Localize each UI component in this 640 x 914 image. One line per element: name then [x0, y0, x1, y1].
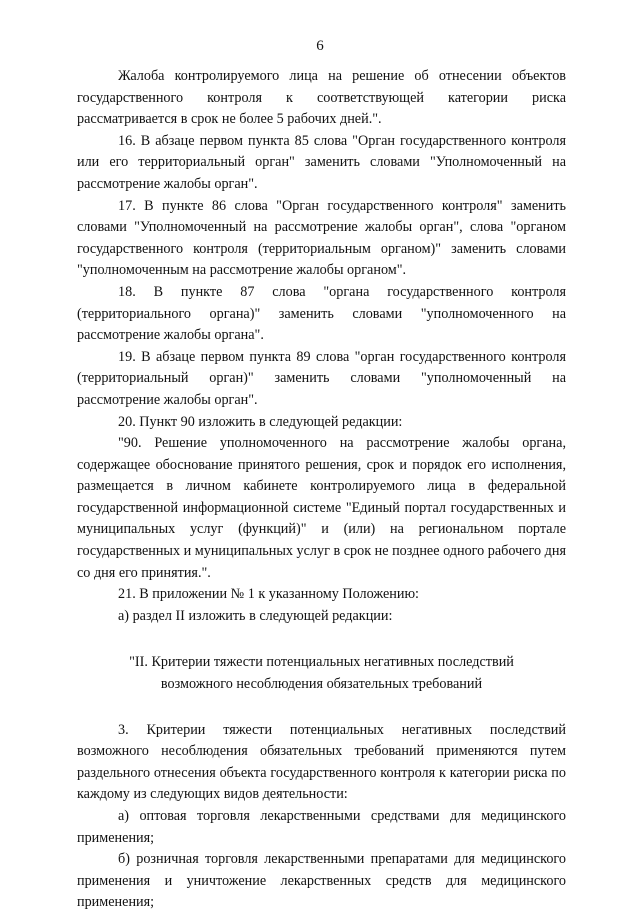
document-body — [77, 66, 566, 914]
section-heading-line1: "II. Критерии тяжести потенциальных негативных последствий — [129, 654, 514, 671]
paragraph-subitem-a-section: а) раздел II изложить в следующей редакции: — [118, 607, 393, 624]
paragraph-item-18: 18. В пункте 87 слова "органа государственного контроля (территориального органа)" заменить словами "уполномоченного на рассмотрение жалобы органа". — [77, 283, 566, 344]
paragraph-complaint-term: Жалоба контролируемого лица на решение об отнесении объектов государственного контроля к соответствующей категории риска рассматривается в срок не более 5 рабочих дней.". — [77, 68, 566, 128]
page-number: 6 — [316, 38, 324, 54]
paragraph-item-3-criteria: 3. Критерии тяжести потенциальных негативных последствий возможного несоблюдения обязательных требований применяются путем раздельного отнесения объекта государственного контроля к категории риска по каждому из следующих видов деятельности: — [77, 721, 566, 803]
section-heading-line2: возможного несоблюдения обязательных требований — [160, 676, 483, 693]
paragraph-item-21: 21. В приложении № 1 к указанному Положению: — [118, 586, 419, 603]
paragraph-item-16: 16. В абзаце первом пункта 85 слова "Орган государственного контроля или его территориальный орган" заменить словами "Уполномоченный на рассмотрение жалобы орган". — [77, 132, 566, 192]
section-heading — [77, 652, 566, 695]
paragraph-item-90-text: "90. Решение уполномоченного на рассмотрение жалобы органа, содержащее обоснование принятого решения, срок и порядок его исполнения, размещается в личном кабинете контролируемого лица в федеральной государственной информационной системе "Единый портал государственных и муниципальных услуг (функций)" и (или) на региональном портале государственных и муниципальных услуг в срок не позднее одного рабочего дня со дня его принятия.". — [77, 435, 566, 581]
paragraph-item-19: 19. В абзаце первом пункта 89 слова "орган государственного контроля (территориальный орган)" заменить словами "уполномоченный на рассмотрение жалобы орган". — [77, 348, 566, 408]
paragraph-subitem-a-wholesale: а) оптовая торговля лекарственными средствами для медицинского применения; — [77, 808, 566, 846]
paragraph-item-17: 17. В пункте 86 слова "Орган государственного контроля" заменить словами "Уполномоченный на рассмотрение жалобы орган", слова "органом государственного контроля (территориальным органом)" заменить словами "уполномоченным на рассмотрение жалобы органом". — [77, 197, 566, 279]
paragraph-item-20: 20. Пункт 90 изложить в следующей редакции: — [118, 413, 403, 430]
paragraph-subitem-b-retail: б) розничная торговля лекарственными препаратами для медицинского применения и уничтожение лекарственных средств для медицинского применения; — [77, 851, 566, 911]
